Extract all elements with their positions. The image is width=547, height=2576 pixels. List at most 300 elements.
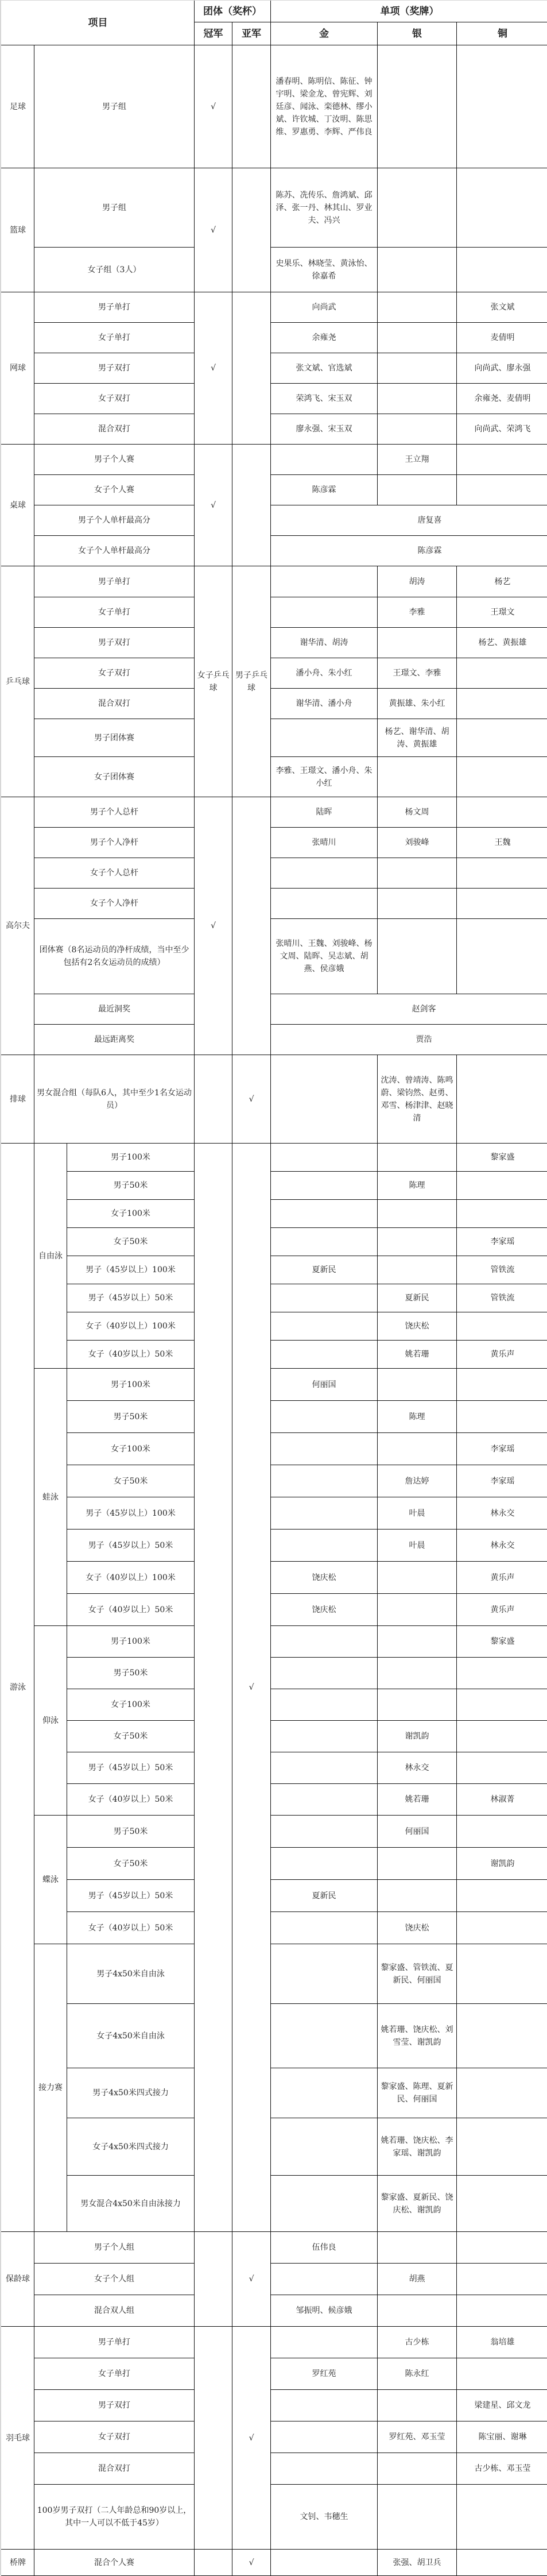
silver-cell: [378, 1562, 457, 1594]
silver-cell: 陈理: [378, 1172, 457, 1200]
gold-cell: [271, 1433, 378, 1465]
bronze-cell: [457, 919, 547, 994]
silver-cell: [378, 2485, 457, 2550]
event-name: 最近洞奖: [34, 994, 195, 1025]
event-row: [2, 1689, 547, 1721]
header-bronze: 铜: [457, 22, 547, 45]
event-name: 男子（45岁以上）50米: [67, 1530, 195, 1562]
event-row: [2, 1284, 547, 1312]
silver-cell: [378, 1880, 457, 1912]
gold-cell: [271, 566, 378, 597]
silver-cell: [378, 2295, 457, 2327]
bronze-cell: 黄乐声: [457, 1562, 547, 1594]
bronze-cell: [457, 1200, 547, 1228]
gold-cell: [271, 1658, 378, 1689]
silver-cell: 沈涛、曾靖涛、陈鸣蔚、梁钧然、赵勇、邓雪、杨津津、赵晓清: [378, 1055, 457, 1144]
event-row: [2, 2421, 547, 2453]
silver-cell: [378, 45, 457, 168]
silver-cell: [378, 889, 457, 919]
team-champion-cell: [195, 1144, 232, 2232]
event-name: 团体赛（8名运动员的净杆成绩，当中至少包括有2名女运动员的成绩）: [34, 919, 195, 994]
event-row: [2, 1256, 547, 1284]
bronze-cell: 向尚武、廖永强: [457, 353, 547, 384]
gold-cell: [271, 719, 378, 757]
team-champion-cell: √: [195, 445, 232, 566]
event-name: 女子（40岁以上）50米: [67, 1341, 195, 1369]
event-name: 男子单打: [34, 292, 195, 323]
team-champion-cell: √: [195, 797, 232, 1055]
silver-cell: 叶晨: [378, 1530, 457, 1562]
bronze-cell: [457, 719, 547, 757]
gold-cell: 谢华清、胡涛: [271, 628, 378, 658]
gold-cell: [271, 1055, 378, 1144]
event-row: [2, 1721, 547, 1752]
event-row: [2, 292, 547, 323]
silver-cell: 何丽国: [378, 1816, 457, 1848]
event-name: 男子50米: [67, 1658, 195, 1689]
event-name: 男子组: [34, 168, 195, 248]
gold-cell: 陈苏、冼传乐、詹鸿斌、邱泽、张一丹、林其山、罗业夫、冯兴: [271, 168, 378, 248]
event-row: [2, 1025, 547, 1055]
event-name: 女子团体赛: [34, 757, 195, 797]
silver-cell: 杨文周: [378, 797, 457, 828]
event-name: 女子100米: [67, 1433, 195, 1465]
event-name: 男子（45岁以上）50米: [67, 1284, 195, 1312]
event-name: 男子个人净杆: [34, 828, 195, 858]
bronze-cell: 麦倩明: [457, 323, 547, 353]
event-row: [2, 828, 547, 858]
event-name: 男子团体赛: [34, 719, 195, 757]
bronze-cell: 林淑菁: [457, 1784, 547, 1816]
event-row: [2, 1144, 547, 1172]
event-row: [2, 597, 547, 628]
bronze-cell: 杨艺: [457, 566, 547, 597]
event-row: [2, 353, 547, 384]
event-name: 混合双打: [34, 414, 195, 445]
event-name: 女子单打: [34, 323, 195, 353]
event-row: [2, 1944, 547, 2004]
gold-cell: [271, 2068, 378, 2118]
gold-cell: 潘小舟、朱小红: [271, 658, 378, 689]
header-silver: 银: [378, 22, 457, 45]
bronze-cell: [457, 1689, 547, 1721]
event-row: [2, 2390, 547, 2421]
event-row: [2, 1880, 547, 1912]
team-runner-up-cell: √: [232, 1144, 271, 2232]
stroke-name: 接力赛: [34, 1944, 67, 2232]
event-name: 男子（45岁以上）100米: [67, 1256, 195, 1284]
event-name: 女子单打: [34, 2358, 195, 2390]
bronze-cell: [457, 2118, 547, 2176]
event-row: [2, 628, 547, 658]
gold-cell: 文钊、韦穗生: [271, 2485, 378, 2550]
bronze-cell: 翁培雄: [457, 2327, 547, 2358]
gold-cell: 夏新民: [271, 1256, 378, 1284]
gold-cell: 史果乐、林晓莹、黄泳怡、徐嘉希: [271, 248, 378, 292]
gold-cell: [271, 2004, 378, 2068]
event-row: [2, 719, 547, 757]
team-runner-up-cell: [232, 292, 271, 445]
gold-cell: [271, 1401, 378, 1433]
silver-cell: 张强、胡卫兵: [378, 2550, 457, 2576]
event-name: 男子100米: [67, 1144, 195, 1172]
gold-cell: [271, 597, 378, 628]
team-runner-up-cell: 男子乒乓球: [232, 566, 271, 797]
silver-cell: [378, 1256, 457, 1284]
event-name: 女子单打: [34, 597, 195, 628]
silver-cell: 饶庆松: [378, 1912, 457, 1944]
bronze-cell: [457, 1752, 547, 1784]
event-name: 女子50米: [67, 1848, 195, 1880]
event-row: [2, 1562, 547, 1594]
sport-name: 桥牌: [2, 2550, 34, 2576]
event-row: [2, 1312, 547, 1341]
silver-cell: 胡涛: [378, 566, 457, 597]
gold-cell: [271, 2327, 378, 2358]
gold-cell: 余雍尧: [271, 323, 378, 353]
silver-cell: [378, 1689, 457, 1721]
event-row: [2, 1912, 547, 1944]
bronze-cell: 王魏: [457, 828, 547, 858]
gold-cell: [271, 2264, 378, 2295]
silver-cell: 夏新民: [378, 1284, 457, 1312]
gold-cell: [271, 1172, 378, 1200]
gold-cell: [271, 2390, 378, 2421]
bronze-cell: [457, 45, 547, 168]
event-row: [2, 1228, 547, 1256]
sport-name: 网球: [2, 292, 34, 445]
header-runner-up: 亚军: [232, 22, 271, 45]
bronze-cell: [457, 1401, 547, 1433]
event-name: 混合双打: [34, 689, 195, 719]
silver-cell: 王立翔: [378, 445, 457, 475]
bronze-cell: [457, 2004, 547, 2068]
silver-cell: 陈永红: [378, 2358, 457, 2390]
event-row: [2, 536, 547, 566]
gold-cell: 李雅、王璟文、潘小舟、朱小红: [271, 757, 378, 797]
gold-cell: 饶庆松: [271, 1562, 378, 1594]
event-row: [2, 2327, 547, 2358]
team-champion-cell: [195, 2327, 232, 2550]
silver-cell: [378, 757, 457, 797]
event-name: 混合双打: [34, 2453, 195, 2485]
event-name: 男子4x50米四式接力: [67, 2068, 195, 2118]
event-row: [2, 994, 547, 1025]
merged-winner-cell: 赵剑客: [271, 994, 547, 1025]
gold-cell: [271, 1721, 378, 1752]
gold-cell: 何丽国: [271, 1369, 378, 1401]
sport-name: 足球: [2, 45, 34, 168]
event-name: 女子100米: [67, 1200, 195, 1228]
team-runner-up-cell: [232, 445, 271, 566]
event-name: 女子双打: [34, 658, 195, 689]
stroke-name: 仰泳: [34, 1626, 67, 1816]
team-champion-cell: [195, 2550, 232, 2576]
silver-cell: 黄振雄、朱小红: [378, 689, 457, 719]
silver-cell: 王璟文、李雅: [378, 658, 457, 689]
bronze-cell: 管铁流: [457, 1284, 547, 1312]
event-row: [2, 2176, 547, 2232]
merged-winner-cell: 陈彦霖: [271, 536, 547, 566]
team-runner-up-cell: [232, 797, 271, 1055]
event-row: [2, 323, 547, 353]
silver-cell: 黎家盛、管铁流、夏新民、何丽国: [378, 1944, 457, 2004]
silver-cell: 姚若珊: [378, 1341, 457, 1369]
event-row: [2, 1626, 547, 1658]
gold-cell: [271, 445, 378, 475]
bronze-cell: [457, 2232, 547, 2264]
team-champion-cell: 女子乒乓球: [195, 566, 232, 797]
silver-cell: 罗红苑、邓玉莹: [378, 2421, 457, 2453]
bronze-cell: [457, 2485, 547, 2550]
silver-cell: 饶庆松: [378, 1312, 457, 1341]
event-row: [2, 1055, 547, 1144]
event-name: 女子双打: [34, 384, 195, 414]
event-row: [2, 658, 547, 689]
event-name: 女子4x50米四式接力: [67, 2118, 195, 2176]
event-name: 女子个人净杆: [34, 889, 195, 919]
gold-cell: 潘春明、陈明信、陈征、钟宇明、梁金龙、曾宪辉、刘廷彦、闻泳、栾德林、缪小斌、许钦城、丁汝明、陈思维、罗惠勇、李辉、严伟良: [271, 45, 378, 168]
event-name: 女子（40岁以上）50米: [67, 1594, 195, 1626]
bronze-cell: 黎家盛: [457, 1626, 547, 1658]
bronze-cell: [457, 1312, 547, 1341]
event-row: [2, 919, 547, 994]
silver-cell: 黎家盛、夏新民、饶庆松、谢凯韵: [378, 2176, 457, 2232]
silver-cell: 刘骏峰: [378, 828, 457, 858]
silver-cell: 谢凯韵: [378, 1721, 457, 1752]
event-row: [2, 414, 547, 445]
event-row: [2, 1784, 547, 1816]
event-name: 女子（40岁以上）100米: [67, 1312, 195, 1341]
silver-cell: 杨艺、谢华清、胡涛、黄振雄: [378, 719, 457, 757]
gold-cell: 陈彦霖: [271, 475, 378, 505]
team-champion-cell: √: [195, 45, 232, 168]
event-name: 男女混合组（每队6人，其中至少1名女运动员）: [34, 1055, 195, 1144]
merged-winner-cell: 贾浩: [271, 1025, 547, 1055]
event-name: 女子（40岁以上）100米: [67, 1562, 195, 1594]
event-row: [2, 1848, 547, 1880]
event-row: [2, 1465, 547, 1497]
silver-cell: 詹达婷: [378, 1465, 457, 1497]
event-row: [2, 1401, 547, 1433]
event-name: 男子50米: [67, 1816, 195, 1848]
gold-cell: 张文斌、官选斌: [271, 353, 378, 384]
bronze-cell: [457, 1369, 547, 1401]
bronze-cell: 余雍尧、麦倩明: [457, 384, 547, 414]
event-row: [2, 858, 547, 889]
event-row: [2, 445, 547, 475]
gold-cell: 廖永强、宋玉双: [271, 414, 378, 445]
bronze-cell: 梁建星、邱文龙: [457, 2390, 547, 2421]
silver-cell: [378, 1369, 457, 1401]
event-row: [2, 2118, 547, 2176]
silver-cell: [378, 628, 457, 658]
gold-cell: [271, 889, 378, 919]
bronze-cell: [457, 1880, 547, 1912]
event-row: [2, 566, 547, 597]
gold-cell: [271, 1784, 378, 1816]
bronze-cell: [457, 2264, 547, 2295]
event-row: [2, 1341, 547, 1369]
header-row-1: [2, 1, 547, 22]
bronze-cell: 李家瑶: [457, 1228, 547, 1256]
event-name: 女子双打: [34, 2421, 195, 2453]
event-row: [2, 889, 547, 919]
event-name: 男子100米: [67, 1369, 195, 1401]
bronze-cell: [457, 757, 547, 797]
silver-cell: 李雅: [378, 597, 457, 628]
event-name: 男女混合4x50米自由泳接力: [67, 2176, 195, 2232]
bronze-cell: [457, 2176, 547, 2232]
silver-cell: [378, 1594, 457, 1626]
bronze-cell: [457, 658, 547, 689]
bronze-cell: [457, 1172, 547, 1200]
gold-cell: [271, 1689, 378, 1721]
team-champion-cell: [195, 1055, 232, 1144]
bronze-cell: [457, 1658, 547, 1689]
silver-cell: 陈理: [378, 1401, 457, 1433]
bronze-cell: 林永交: [457, 1497, 547, 1530]
event-name: 男子（45岁以上）50米: [67, 1880, 195, 1912]
event-row: [2, 2232, 547, 2264]
bronze-cell: [457, 248, 547, 292]
event-row: [2, 2295, 547, 2327]
silver-cell: [378, 323, 457, 353]
bronze-cell: 黄乐声: [457, 1594, 547, 1626]
event-name: 女子组（3人）: [34, 248, 195, 292]
event-name: 男子（45岁以上）50米: [67, 1752, 195, 1784]
silver-cell: [378, 1228, 457, 1256]
sport-name: 排球: [2, 1055, 34, 1144]
gold-cell: [271, 1848, 378, 1880]
bronze-cell: [457, 475, 547, 505]
gold-cell: [271, 2118, 378, 2176]
bronze-cell: 林永交: [457, 1530, 547, 1562]
silver-cell: [378, 248, 457, 292]
gold-cell: [271, 858, 378, 889]
team-champion-cell: [195, 2232, 232, 2327]
silver-cell: [378, 2453, 457, 2485]
bronze-cell: [457, 797, 547, 828]
gold-cell: [271, 1944, 378, 2004]
team-runner-up-cell: √: [232, 2550, 271, 2576]
event-name: 女子个人组: [34, 2264, 195, 2295]
event-row: [2, 1658, 547, 1689]
gold-cell: [271, 2176, 378, 2232]
bronze-cell: 杨艺、黄振雄: [457, 628, 547, 658]
event-row: [2, 2453, 547, 2485]
gold-cell: [271, 1312, 378, 1341]
silver-cell: [378, 858, 457, 889]
bronze-cell: 李家瑶: [457, 1465, 547, 1497]
event-row: [2, 2358, 547, 2390]
event-row: [2, 505, 547, 536]
gold-cell: [271, 1228, 378, 1256]
event-name: 女子（40岁以上）50米: [67, 1912, 195, 1944]
bronze-cell: [457, 1055, 547, 1144]
gold-cell: 邹振明、候彦娥: [271, 2295, 378, 2327]
bronze-cell: 李家瑶: [457, 1433, 547, 1465]
event-row: [2, 1369, 547, 1401]
gold-cell: [271, 1752, 378, 1784]
event-row: [2, 1594, 547, 1626]
gold-cell: [271, 1497, 378, 1530]
event-row: [2, 45, 547, 168]
silver-cell: [378, 1200, 457, 1228]
event-row: [2, 2485, 547, 2550]
event-name: 100岁男子双打（二人年龄总和90岁以上，其中一人可以不低于45岁）: [34, 2485, 195, 2550]
gold-cell: 夏新民: [271, 1880, 378, 1912]
header-item: 项目: [2, 1, 195, 45]
event-row: [2, 2004, 547, 2068]
event-row: [2, 689, 547, 719]
event-row: [2, 757, 547, 797]
event-name: 男子个人赛: [34, 445, 195, 475]
bronze-cell: [457, 1944, 547, 2004]
event-name: 女子个人单杆最高分: [34, 536, 195, 566]
event-name: 男子双打: [34, 2390, 195, 2421]
silver-cell: 胡燕: [378, 2264, 457, 2295]
awards-body: [2, 45, 547, 2576]
event-name: 男子单打: [34, 566, 195, 597]
bronze-cell: [457, 1912, 547, 1944]
silver-cell: 姚若珊、饶庆松、李家瑶、谢凯韵: [378, 2118, 457, 2176]
gold-cell: 荣鸿飞、宋玉双: [271, 384, 378, 414]
bronze-cell: 陈宝丽、谢琳: [457, 2421, 547, 2453]
event-row: [2, 1497, 547, 1530]
gold-cell: 谢华清、潘小舟: [271, 689, 378, 719]
silver-cell: [378, 414, 457, 445]
event-row: [2, 1433, 547, 1465]
event-name: 混合个人赛: [34, 2550, 195, 2576]
gold-cell: [271, 1530, 378, 1562]
gold-cell: [271, 2550, 378, 2576]
gold-cell: [271, 1816, 378, 1848]
awards-table: [1, 1, 547, 2576]
bronze-cell: 向尚武、荣鸿飞: [457, 414, 547, 445]
bronze-cell: 黄乐声: [457, 1341, 547, 1369]
bronze-cell: [457, 168, 547, 248]
event-row: [2, 1816, 547, 1848]
bronze-cell: [457, 2550, 547, 2576]
event-row: [2, 168, 547, 248]
bronze-cell: [457, 2068, 547, 2118]
bronze-cell: [457, 2358, 547, 2390]
stroke-name: 蛙泳: [34, 1369, 67, 1626]
event-name: 男子个人组: [34, 2232, 195, 2264]
event-name: 女子50米: [67, 1228, 195, 1256]
gold-cell: 向尚武: [271, 292, 378, 323]
event-name: 男子双打: [34, 628, 195, 658]
team-runner-up-cell: √: [232, 2232, 271, 2327]
silver-cell: [378, 1144, 457, 1172]
stroke-name: 自由泳: [34, 1144, 67, 1369]
gold-cell: [271, 1626, 378, 1658]
header-gold: 金: [271, 22, 378, 45]
stroke-name: 蝶泳: [34, 1816, 67, 1944]
silver-cell: [378, 1658, 457, 1689]
gold-cell: 伍伟良: [271, 2232, 378, 2264]
event-name: 女子个人总杆: [34, 858, 195, 889]
event-row: [2, 2550, 547, 2576]
silver-cell: [378, 1848, 457, 1880]
event-name: 男子单打: [34, 2327, 195, 2358]
silver-cell: [378, 2390, 457, 2421]
silver-cell: [378, 292, 457, 323]
gold-cell: 陆晖: [271, 797, 378, 828]
event-row: [2, 248, 547, 292]
event-name: 女子4x50米自由泳: [67, 2004, 195, 2068]
